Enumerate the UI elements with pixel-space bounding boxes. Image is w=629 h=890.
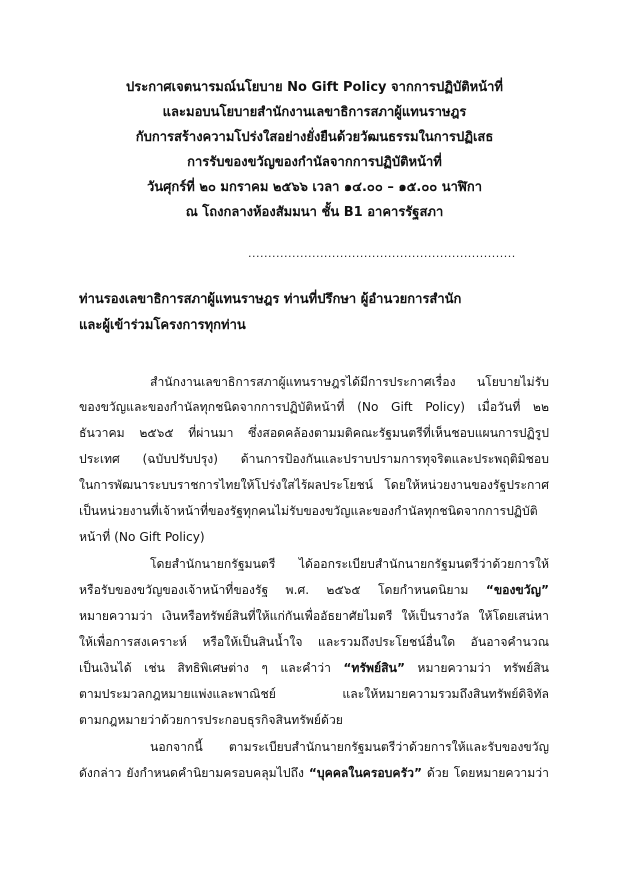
- paragraph-2-text: หรือรับของขวัญของเจ้าหน้าที่ของรัฐ พ.ศ. ๒๕๖๕ โดยกำหนดนิยาม: [79, 583, 486, 597]
- paragraph-2-line: โดยสำนักนายกรัฐมนตรี ได้ออกระเบียบสำนักนายกรัฐมนตรีว่าด้วยการให้: [150, 557, 549, 571]
- header-line-1: ประกาศเจตนารมณ์นโยบาย No Gift Policy จากการปฏิบัติหน้าที่: [126, 80, 503, 95]
- term-property: “ทรัพย์สิน”: [343, 661, 405, 675]
- salutation-line-1: ท่านรองเลขาธิการสภาผู้แทนราษฎร ท่านที่ปรึกษา ผู้อำนวยการสำนัก: [79, 292, 462, 307]
- header-line-3: กับการสร้างความโปร่งใสอย่างยั่งยืนด้วยวัฒนธรรมในการปฏิเสธ: [135, 130, 494, 145]
- paragraph-1-line: ของขวัญและของกำนัลทุกชนิดจากการปฏิบัติหน้าที่ (No Gift Policy) เมื่อวันที่ ๒๒: [79, 400, 549, 414]
- header-line-4: การรับของขวัญของกำนัลจากการปฏิบัติหน้าที่: [187, 155, 442, 170]
- paragraph-3-text: ดังกล่าว ยังกำหนดคำนิยามครอบคลุมไปถึง: [79, 766, 309, 780]
- paragraph-1-line: เป็นหน่วยงานที่เจ้าหน้าที่ของรัฐทุกคนไม่รับของขวัญและของกำนัลทุกชนิดจากการปฏิบัติ: [79, 504, 538, 518]
- paragraph-1-line: ในการพัฒนาระบบราชการไทยให้โปร่งใสไร้ผลประโยชน์ โดยให้หน่วยงานของรัฐประกาศ: [79, 478, 549, 492]
- paragraph-1-line: สำนักงานเลขาธิการสภาผู้แทนราษฎรได้มีการประกาศเรื่อง นโยบายไม่รับ: [150, 375, 549, 389]
- paragraph-1-line: ธันวาคม ๒๕๖๕ ที่ผ่านมา ซึ่งสอดคล้องตามมติคณะรัฐมนตรีที่เห็นชอบแผนการปฏิรูป: [79, 426, 549, 440]
- paragraph-2-line: [79, 581, 549, 599]
- salutation-line-2: และผู้เข้าร่วมโครงการทุกท่าน: [79, 318, 246, 333]
- paragraph-2-text: เป็นเงินได้ เช่น สิทธิพิเศษต่าง ๆ และคำว่า: [79, 661, 344, 675]
- paragraph-2-line: ตามกฎหมายว่าด้วยการประกอบธุรกิจสินทรัพย์ด้วย: [79, 713, 343, 727]
- term-gift: “ของขวัญ”: [485, 583, 549, 597]
- paragraph-3-text: ด้วย โดยหมายความว่า: [421, 766, 549, 780]
- paragraph-2-line: หมายความว่า เงินหรือทรัพย์สินที่ให้แก่กันเพื่ออัธยาศัยไมตรี ให้เป็นรางวัล ให้โดยเสน่หา: [79, 609, 549, 623]
- paragraph-3-line: นอกจากนี้ ตามระเบียบสำนักนายกรัฐมนตรีว่าด้วยการให้และรับของขวัญ: [150, 740, 549, 754]
- paragraph-1-line: หน้าที่ (No Gift Policy): [79, 530, 205, 544]
- term-family-member: “บุคคลในครอบครัว”: [308, 766, 422, 780]
- paragraph-2-line: [79, 659, 549, 677]
- header-divider: ...................................................................: [248, 247, 516, 260]
- paragraph-2-line: ตามประมวลกฎหมายแพ่งและพาณิชย์ และให้หมายความรวมถึงสินทรัพย์ดิจิทัล: [79, 687, 549, 701]
- header-venue: ณ โถงกลางห้องสัมมนา ชั้น B1 อาคารรัฐสภา: [185, 205, 444, 220]
- header-line-2: และมอบนโยบายสำนักงานเลขาธิการสภาผู้แทนราษฎร: [162, 105, 467, 120]
- paragraph-2-line: ให้เพื่อการสงเคราะห์ หรือให้เป็นสินน้ำใจ และรวมถึงประโยชน์อื่นใด อันอาจคำนวณ: [79, 635, 549, 649]
- paragraph-3-line: [79, 764, 549, 782]
- header-date: วันศุกร์ที่ ๒๐ มกราคม ๒๕๖๖ เวลา ๑๔.๐๐ – ๑๕.๐๐ นาฬิกา: [146, 180, 483, 195]
- paragraph-1-line: ประเทศ (ฉบับปรับปรุง) ด้านการป้องกันและปราบปรามการทุจริตและประพฤติมิชอบ: [79, 452, 549, 466]
- paragraph-2-text: หมายความว่า ทรัพย์สิน: [404, 661, 549, 675]
